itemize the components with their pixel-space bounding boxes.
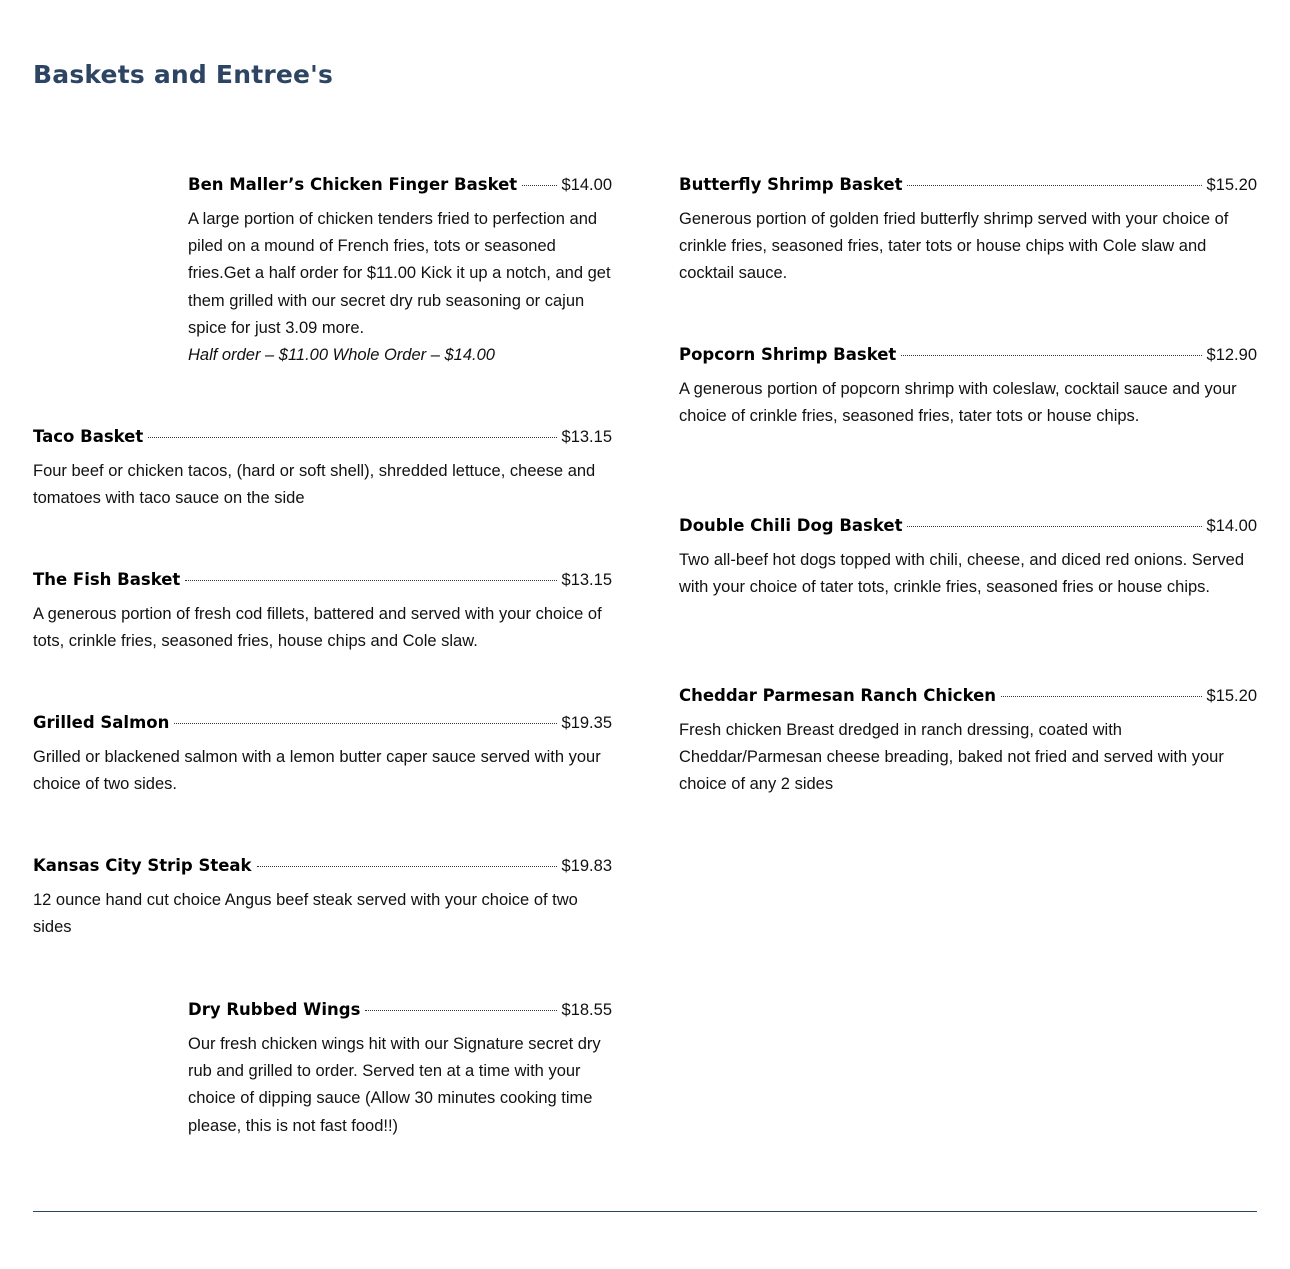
- menu-item-price: $12.90: [1206, 346, 1257, 364]
- menu-item-header: [188, 1000, 612, 1024]
- menu-item-description: 12 ounce hand cut choice Angus beef steak served with your choice of two sides: [33, 891, 578, 937]
- menu-item-name: Kansas City Strip Steak: [33, 856, 252, 875]
- menu-item-kansas-city-strip-steak: [33, 856, 612, 941]
- menu-item-header: [33, 427, 612, 451]
- menu-item-price: $15.20: [1206, 176, 1257, 194]
- menu-item-taco-basket: [33, 427, 612, 512]
- menu-item-name: The Fish Basket: [33, 570, 181, 589]
- dot-leader: [257, 866, 557, 867]
- dot-leader: [522, 185, 556, 186]
- menu-item-price: $13.15: [561, 428, 612, 446]
- menu-item-fish-basket: [33, 570, 612, 655]
- dot-leader: [174, 723, 556, 724]
- dot-leader: [907, 185, 1201, 186]
- menu-item-header: [679, 345, 1257, 369]
- dot-leader: [1001, 696, 1201, 697]
- menu-item-price: $14.00: [561, 176, 612, 194]
- menu-item-name: Taco Basket: [33, 427, 144, 446]
- menu-item-name: Double Chili Dog Basket: [679, 516, 903, 535]
- menu-item-header: [188, 175, 612, 199]
- menu-item-description: A generous portion of fresh cod fillets, battered and served with your choice of tots, crinkle fries, seasoned fries, house chips and Cole slaw.: [33, 605, 602, 651]
- menu-item-butterfly-shrimp-basket: [679, 175, 1257, 288]
- menu-item-price: $13.15: [561, 571, 612, 589]
- menu-item-description: Grilled or blackened salmon with a lemon butter caper sauce served with your choice of two sides.: [33, 748, 601, 794]
- menu-item-description: Generous portion of golden fried butterfly shrimp served with your choice of crinkle fries, seasoned fries, tater tots or house chips with Cole slaw and cocktail sauce.: [679, 210, 1229, 283]
- menu-item-description: Four beef or chicken tacos, (hard or soft shell), shredded lettuce, cheese and tomatoes with taco sauce on the side: [33, 462, 596, 508]
- menu-item-header: [33, 713, 612, 737]
- menu-item-header: [33, 570, 612, 594]
- menu-item-name: Cheddar Parmesan Ranch Chicken: [679, 686, 997, 705]
- menu-item-header: [679, 175, 1257, 199]
- menu-item-header: [679, 516, 1257, 540]
- menu-item-description: Two all-beef hot dogs topped with chili, cheese, and diced red onions. Served with your choice of tater tots, crinkle fries, seasoned fries or house chips.: [679, 551, 1245, 597]
- section-divider: [33, 1211, 1257, 1212]
- menu-item-name: Butterfly Shrimp Basket: [679, 175, 903, 194]
- dot-leader: [901, 355, 1201, 356]
- menu-item-name: Popcorn Shrimp Basket: [679, 345, 897, 364]
- menu-item-price: $14.00: [1206, 517, 1257, 535]
- menu-item-dry-rubbed-wings: [188, 1000, 612, 1140]
- dot-leader: [907, 526, 1201, 527]
- menu-item-price: $15.20: [1206, 687, 1257, 705]
- dot-leader: [185, 580, 556, 581]
- menu-item-description: Fresh chicken Breast dredged in ranch dressing, coated with Cheddar/Parmesan cheese breading, baked not fried and served with your choice of any 2 sides: [679, 721, 1224, 794]
- menu-item-note: Half order – $11.00 Whole Order – $14.00: [188, 346, 495, 365]
- menu-item-popcorn-shrimp-basket: [679, 345, 1257, 430]
- menu-item-cheddar-parmesan-ranch-chicken: [679, 686, 1257, 799]
- menu-item-price: $19.35: [561, 714, 612, 732]
- menu-item-name: Dry Rubbed Wings: [188, 1000, 361, 1019]
- menu-item-price: $19.83: [561, 857, 612, 875]
- menu-item-double-chili-dog-basket: [679, 516, 1257, 601]
- menu-item-description: Our fresh chicken wings hit with our Signature secret dry rub and grilled to order. Served ten at a time with your choice of dipping sauce (Allow 30 minutes cooking time please, this is not fast food!!): [188, 1035, 601, 1135]
- menu-item-name: Ben Maller’s Chicken Finger Basket: [188, 175, 518, 194]
- menu-item-description: A large portion of chicken tenders fried to perfection and piled on a mound of French fries, tots or seasoned fries.Get a half order for $11.00 Kick it up a notch, and get them grilled with our secret dry rub seasoning or cajun spice for just 3.09 more.: [188, 210, 611, 337]
- menu-item-name: Grilled Salmon: [33, 713, 170, 732]
- section-title: Baskets and Entree's: [33, 60, 334, 89]
- menu-item-price: $18.55: [561, 1001, 612, 1019]
- dot-leader: [365, 1010, 556, 1011]
- menu-item-header: [679, 686, 1257, 710]
- menu-item-grilled-salmon: [33, 713, 612, 798]
- menu-item-description: A generous portion of popcorn shrimp with coleslaw, cocktail sauce and your choice of crinkle fries, seasoned fries, tater tots or house chips.: [679, 380, 1237, 426]
- menu-item-chicken-finger-basket: [188, 175, 612, 369]
- dot-leader: [148, 437, 556, 438]
- menu-item-header: [33, 856, 612, 880]
